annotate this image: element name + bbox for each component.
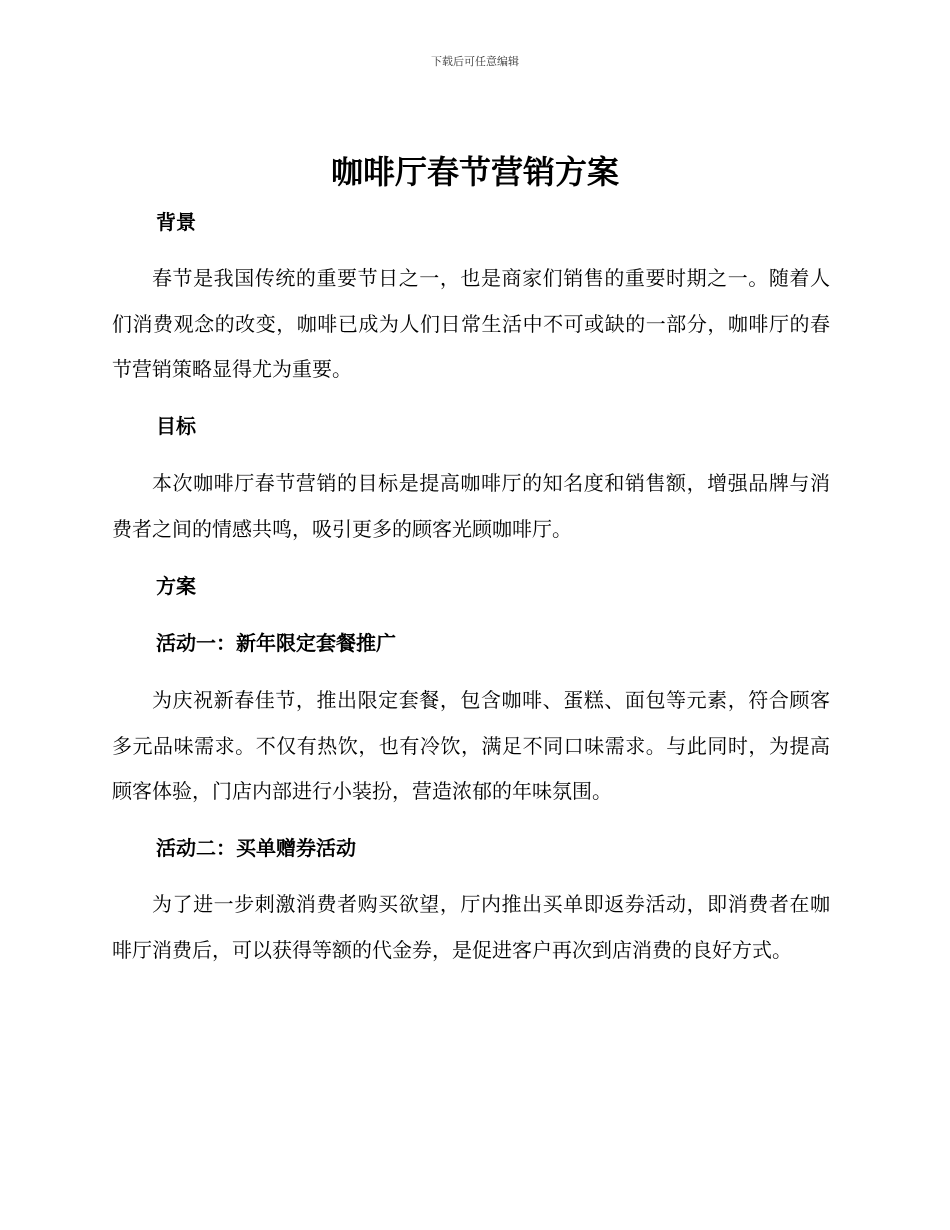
section-heading-background: 背景 [156,210,196,234]
section-heading-activity-two: 活动二：买单赠券活动 [156,836,356,860]
section-paragraph-activity-one: 为庆祝新春佳节，推出限定套餐，包含咖啡、蛋糕、面包等元素，符合顾客多元品味需求。不仅有热饮，也有冷饮，满足不同口味需求。与此同时，为提高顾客体验，门店内部进行小装扮，营造浓郁的年味氛围。 [112,688,830,803]
section-heading-activity-one: 活动一：新年限定套餐推广 [156,631,396,655]
section-paragraph-background: 春节是我国传统的重要节日之一，也是商家们销售的重要时期之一。随着人们消费观念的改变，咖啡已成为人们日常生活中不可或缺的一部分，咖啡厅的春节营销策略显得尤为重要。 [112,266,830,381]
section-heading-plan: 方案 [156,574,196,598]
page-header-note: 下载后可任意编辑 [431,55,519,68]
section-paragraph-goal: 本次咖啡厅春节营销的目标是提高咖啡厅的知名度和销售额，增强品牌与消费者之间的情感共鸣，吸引更多的顾客光顾咖啡厅。 [112,471,830,541]
section-heading-goal: 目标 [156,414,196,438]
section-paragraph-activity-two: 为了进一步刺激消费者购买欲望，厅内推出买单即返券活动，即消费者在咖啡厅消费后，可以获得等额的代金券，是促进客户再次到店消费的良好方式。 [112,892,830,962]
document-title: 咖啡厅春节营销方案 [330,153,619,191]
